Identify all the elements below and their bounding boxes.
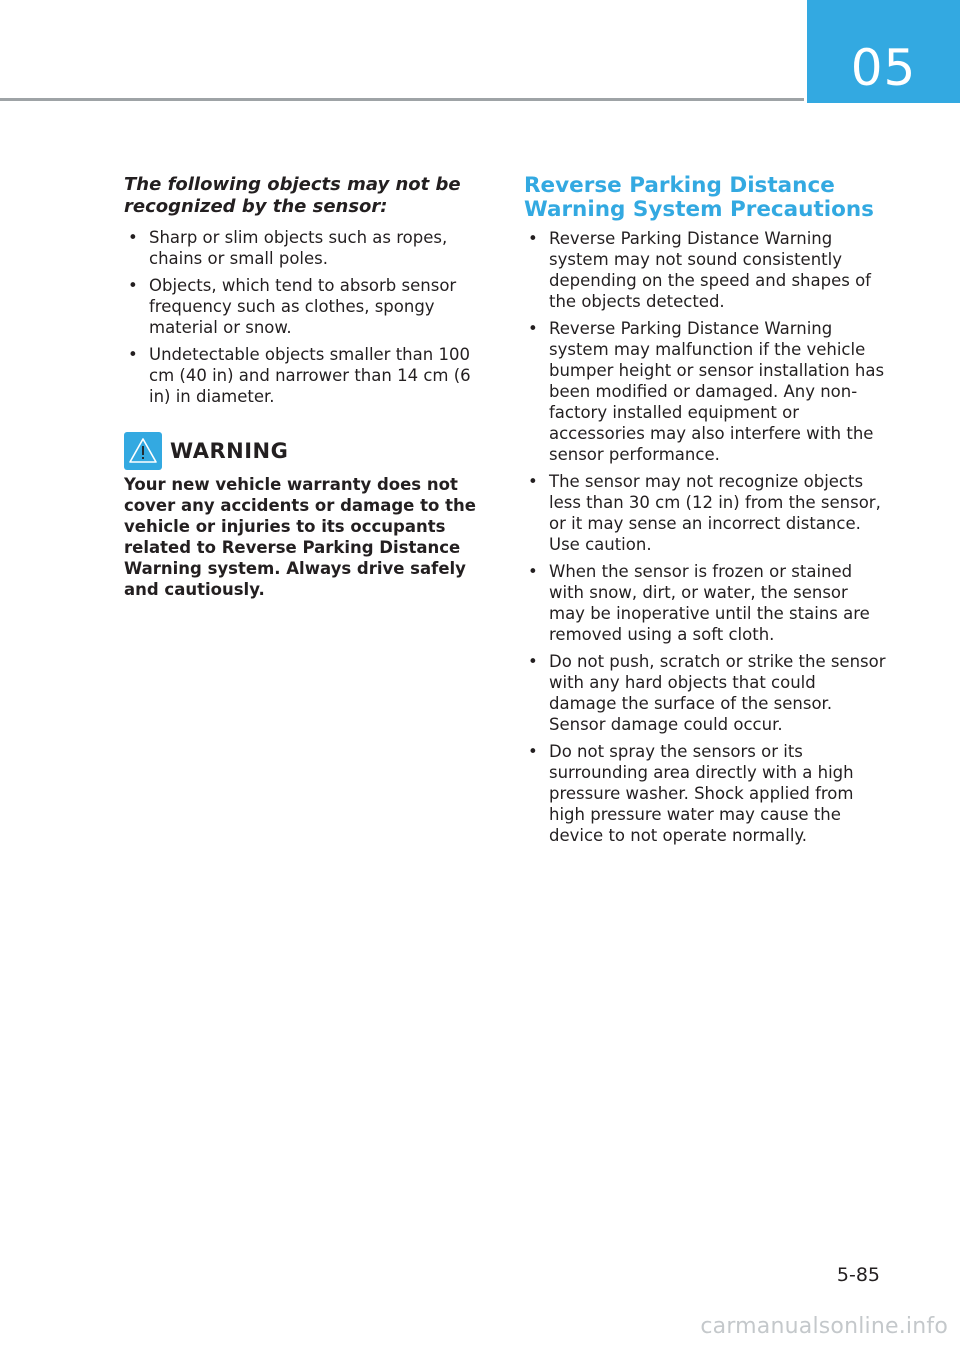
precautions-bullet-list — [524, 228, 886, 846]
list-item — [524, 651, 886, 735]
list-item — [524, 471, 886, 555]
watermark-text: carmanualsonline.info — [700, 1314, 948, 1339]
right-column — [524, 174, 886, 852]
bullet-dot: • — [528, 472, 538, 491]
left-column — [124, 174, 494, 600]
bullet-dot: • — [128, 276, 138, 295]
warning-triangle-icon — [124, 432, 162, 470]
bullet-dot: • — [528, 652, 538, 671]
warning-title: WARNING — [170, 439, 289, 463]
list-item-text: Undetectable objects smaller than 100 cm (40 in) and narrower than 14 cm (6 in) in diameter. — [149, 345, 471, 406]
bullet-dot: • — [128, 345, 138, 364]
list-item-text: Do not spray the sensors or its surrounding area directly with a high pressure washer. Shock applied from high pressure water may cause the device to not operate normally. — [549, 742, 854, 845]
list-item — [124, 275, 494, 338]
list-item-text: The sensor may not recognize objects less than 30 cm (12 in) from the sensor, or it may sense an incorrect distance. Use caution. — [549, 472, 881, 554]
list-item-text: When the sensor is frozen or stained with snow, dirt, or water, the sensor may be inoperative until the stains are removed using a soft cloth. — [549, 562, 870, 644]
list-item — [124, 227, 494, 269]
objects-subheading: The following objects may not be recognized by the sensor: — [124, 174, 461, 217]
bullet-dot: • — [528, 742, 538, 761]
list-item-text: Do not push, scratch or strike the sensor with any hard objects that could damage the surface of the sensor. Sensor damage could occur. — [549, 652, 886, 734]
bullet-dot: • — [528, 562, 538, 581]
list-item — [524, 228, 886, 312]
chapter-tab — [807, 0, 960, 103]
warning-box — [124, 432, 494, 600]
bullet-dot: • — [128, 228, 138, 247]
list-item-text: Objects, which tend to absorb sensor frequency such as clothes, spongy material or snow. — [149, 276, 457, 337]
objects-bullet-list — [124, 227, 494, 407]
list-item-text: Sharp or slim objects such as ropes, chains or small poles. — [149, 228, 448, 268]
header-rule — [0, 98, 804, 101]
section-title: Reverse Parking Distance Warning System Precautions — [524, 173, 874, 222]
bullet-dot: • — [528, 319, 538, 338]
list-item — [524, 561, 886, 645]
list-item-text: Reverse Parking Distance Warning system may not sound consistently depending on the speed and shapes of the objects detected. — [549, 229, 871, 311]
chapter-number: 05 — [850, 39, 917, 97]
list-item — [524, 318, 886, 465]
bullet-dot: • — [528, 229, 538, 248]
warning-text: Your new vehicle warranty does not cover any accidents or damage to the vehicle or injuries to its occupants related to Reverse Parking Distance Warning system. Always drive safely and cautiously. — [124, 475, 476, 599]
list-item — [524, 741, 886, 846]
page-number: 5-85 — [836, 1264, 880, 1286]
warning-header — [124, 432, 494, 470]
list-item-text: Reverse Parking Distance Warning system may malfunction if the vehicle bumper height or sensor installation has been modified or damaged. Any non-factory installed equipment or accessories may also interfere with the sensor performance. — [549, 319, 885, 464]
list-item — [124, 344, 494, 407]
